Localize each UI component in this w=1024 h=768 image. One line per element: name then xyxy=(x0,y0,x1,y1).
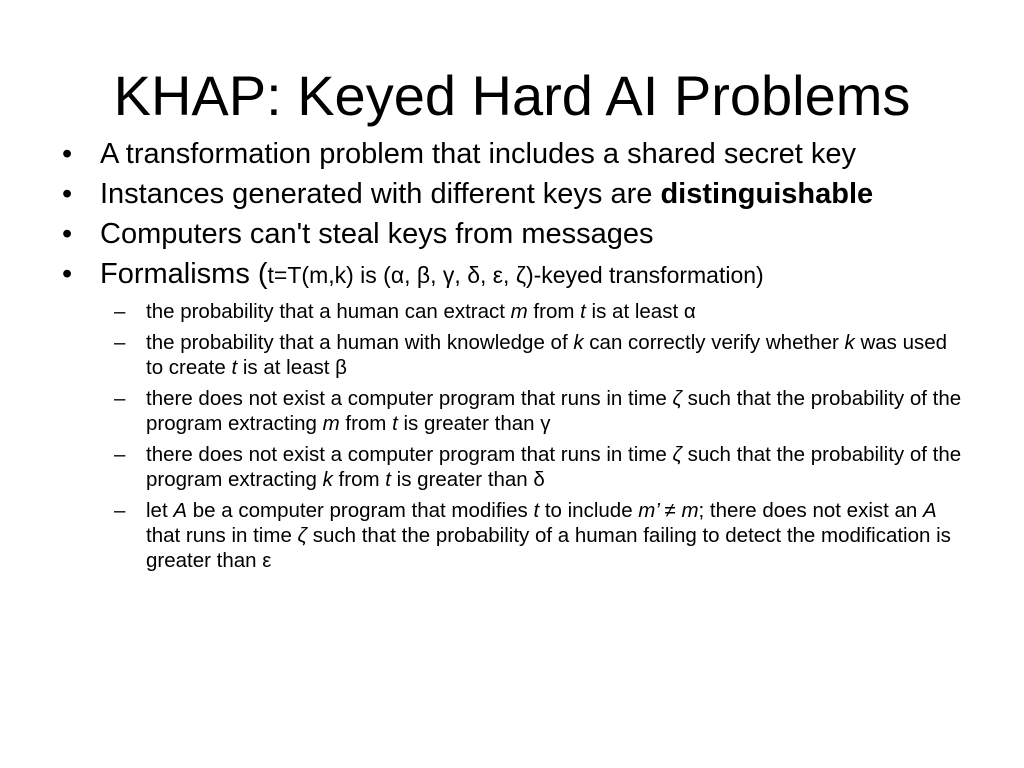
sub-bullet-marker: – xyxy=(114,499,126,522)
variable: k xyxy=(573,331,584,354)
sub-bullet-item xyxy=(100,330,962,380)
bullet-item xyxy=(62,138,962,170)
sub-bullet-text: is greater than γ xyxy=(397,412,551,435)
sub-bullet-text: the probability that a human with knowledge of xyxy=(146,331,574,354)
sub-bullet-item xyxy=(100,442,962,492)
sub-bullet-text: the probability that a human can extract xyxy=(146,300,511,323)
sub-bullet-text: such that the probability of the program extracting xyxy=(146,387,962,435)
bullet-list xyxy=(62,138,962,581)
sub-bullet-text: there does not exist a computer program that runs in time xyxy=(146,387,673,410)
bullet-text: Formalisms ( xyxy=(100,258,268,290)
sub-bullet-text: is at least α xyxy=(585,300,696,323)
variable: ζ xyxy=(672,443,682,466)
sub-bullet-text: is at least β xyxy=(237,356,347,379)
sub-bullet-text: from xyxy=(339,412,393,435)
variable: A xyxy=(923,499,937,522)
sub-bullet-text: such that the probability of the program extracting xyxy=(146,443,962,491)
variable: m’ ≠ m xyxy=(638,499,699,522)
sub-bullet-item xyxy=(100,498,962,573)
sub-bullet-list xyxy=(100,299,962,573)
sub-bullet-text: to include xyxy=(539,499,639,522)
sub-bullet-text: is greater than δ xyxy=(390,468,545,491)
bullet-emphasis: distinguishable xyxy=(660,178,874,210)
sub-bullet-marker: – xyxy=(114,300,126,323)
sub-bullet-item xyxy=(100,386,962,436)
variable: t xyxy=(385,468,391,491)
sub-bullet-text: was used to create xyxy=(146,331,948,379)
variable: t xyxy=(580,300,586,323)
bullet-marker: • xyxy=(62,258,73,290)
sub-bullet-item xyxy=(100,299,962,324)
bullet-item xyxy=(62,258,962,573)
variable: t xyxy=(231,356,238,379)
sub-bullet-text: ; there does not exist an xyxy=(698,499,924,522)
bullet-marker: • xyxy=(62,218,73,250)
variable: ζ xyxy=(297,524,308,547)
sub-bullet-marker: – xyxy=(114,443,126,466)
variable: k xyxy=(844,331,855,354)
variable: t xyxy=(533,499,540,522)
bullet-marker: • xyxy=(62,138,73,170)
bullet-marker: • xyxy=(62,178,73,210)
bullet-small-text: t=T(m,k) is (α, β, γ, δ, ε, ζ)-keyed transformation) xyxy=(267,262,764,288)
sub-bullet-text: from xyxy=(332,468,386,491)
sub-bullet-text: that runs in time xyxy=(146,524,298,547)
variable: m xyxy=(510,300,528,323)
sub-bullet-text: there does not exist a computer program that runs in time xyxy=(146,443,673,466)
variable: ζ xyxy=(672,387,682,410)
variable: A xyxy=(173,499,188,522)
sub-bullet-marker: – xyxy=(114,331,126,354)
sub-bullet-text: such that the probability of a human failing to detect the modification is greater than ε xyxy=(146,524,951,572)
bullet-item xyxy=(62,178,962,210)
bullet-item xyxy=(62,218,962,250)
slide-title: KHAP: Keyed Hard AI Problems xyxy=(113,64,911,127)
bullet-text: Computers can't steal keys from messages xyxy=(100,218,654,250)
sub-bullet-text: can correctly verify whether xyxy=(583,331,845,354)
sub-bullet-text: be a computer program that modifies xyxy=(187,499,534,522)
variable: k xyxy=(322,468,333,491)
bullet-text: Instances generated with different keys are xyxy=(100,178,661,210)
sub-bullet-text: from xyxy=(527,300,581,323)
variable: m xyxy=(322,412,340,435)
sub-bullet-text: let xyxy=(146,499,174,522)
variable: t xyxy=(392,412,398,435)
sub-bullet-marker: – xyxy=(114,387,126,410)
bullet-text: A transformation problem that includes a shared secret key xyxy=(100,138,856,170)
